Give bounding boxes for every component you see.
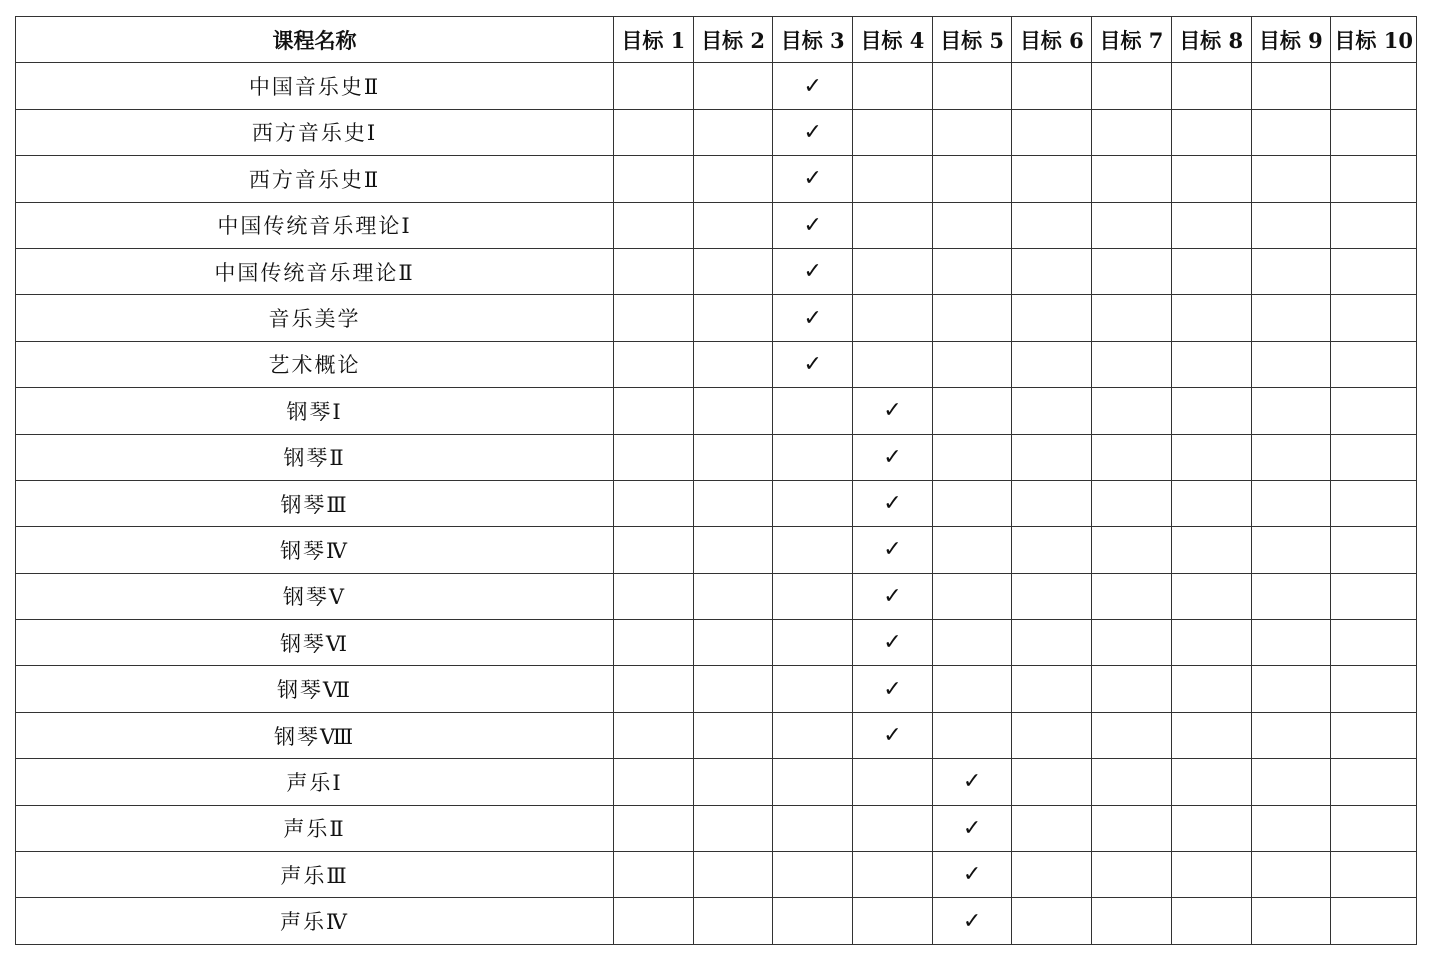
course-name-cell: 中国音乐史Ⅱ [16, 63, 614, 109]
empty-cell [693, 63, 773, 109]
empty-cell [1331, 434, 1417, 480]
empty-cell [1251, 202, 1331, 248]
empty-cell [853, 109, 933, 155]
empty-cell [1171, 156, 1251, 202]
empty-cell [1331, 295, 1417, 341]
empty-cell [614, 805, 694, 851]
check-mark-cell: ✓ [773, 156, 853, 202]
empty-cell [1012, 248, 1092, 294]
empty-cell [1331, 759, 1417, 805]
course-name-header: 课程名称 [16, 17, 614, 63]
table-row [16, 759, 1417, 805]
empty-cell [1092, 805, 1172, 851]
empty-cell [1331, 109, 1417, 155]
goal-header: 目标 2 [693, 17, 773, 63]
check-mark-cell: ✓ [853, 527, 933, 573]
empty-cell [1171, 434, 1251, 480]
empty-cell [1251, 712, 1331, 758]
empty-cell [1171, 295, 1251, 341]
empty-cell [693, 666, 773, 712]
empty-cell [614, 434, 694, 480]
empty-cell [932, 666, 1012, 712]
empty-cell [614, 852, 694, 898]
empty-cell [1331, 573, 1417, 619]
empty-cell [614, 63, 694, 109]
empty-cell [1012, 63, 1092, 109]
empty-cell [614, 248, 694, 294]
empty-cell [773, 805, 853, 851]
empty-cell [853, 341, 933, 387]
course-name-cell: 钢琴Ⅱ [16, 434, 614, 480]
table-row [16, 480, 1417, 526]
empty-cell [1171, 759, 1251, 805]
empty-cell [773, 527, 853, 573]
empty-cell [1092, 156, 1172, 202]
table-row [16, 156, 1417, 202]
empty-cell [693, 712, 773, 758]
empty-cell [932, 712, 1012, 758]
empty-cell [1012, 480, 1092, 526]
empty-cell [693, 898, 773, 944]
empty-cell [693, 620, 773, 666]
empty-cell [1251, 295, 1331, 341]
empty-cell [1171, 712, 1251, 758]
course-name-cell: 西方音乐史Ⅰ [16, 109, 614, 155]
course-name-cell: 钢琴Ⅶ [16, 666, 614, 712]
empty-cell [1331, 480, 1417, 526]
empty-cell [1171, 852, 1251, 898]
table-row [16, 712, 1417, 758]
check-mark-cell: ✓ [853, 666, 933, 712]
empty-cell [1171, 202, 1251, 248]
check-mark-cell: ✓ [773, 109, 853, 155]
empty-cell [1092, 898, 1172, 944]
empty-cell [1092, 202, 1172, 248]
goal-header: 目标 5 [932, 17, 1012, 63]
empty-cell [1012, 202, 1092, 248]
empty-cell [1251, 63, 1331, 109]
header-row [16, 17, 1417, 63]
empty-cell [1331, 527, 1417, 573]
table-row [16, 898, 1417, 944]
empty-cell [773, 434, 853, 480]
empty-cell [1012, 434, 1092, 480]
check-mark-cell: ✓ [773, 63, 853, 109]
empty-cell [1012, 388, 1092, 434]
empty-cell [614, 898, 694, 944]
empty-cell [1171, 898, 1251, 944]
empty-cell [773, 666, 853, 712]
check-mark-cell: ✓ [932, 852, 1012, 898]
goal-header: 目标 10 [1331, 17, 1417, 63]
check-mark-cell: ✓ [853, 712, 933, 758]
table-row [16, 620, 1417, 666]
empty-cell [1251, 759, 1331, 805]
empty-cell [614, 202, 694, 248]
empty-cell [1012, 852, 1092, 898]
empty-cell [1012, 295, 1092, 341]
check-mark-cell: ✓ [773, 202, 853, 248]
empty-cell [1331, 852, 1417, 898]
course-name-cell: 声乐Ⅱ [16, 805, 614, 851]
empty-cell [1092, 620, 1172, 666]
table-row [16, 666, 1417, 712]
empty-cell [1171, 388, 1251, 434]
empty-cell [1331, 156, 1417, 202]
empty-cell [1012, 620, 1092, 666]
empty-cell [693, 434, 773, 480]
empty-cell [693, 156, 773, 202]
course-name-cell: 钢琴Ⅰ [16, 388, 614, 434]
empty-cell [1092, 852, 1172, 898]
check-mark-cell: ✓ [853, 573, 933, 619]
empty-cell [614, 759, 694, 805]
empty-cell [614, 573, 694, 619]
empty-cell [1092, 434, 1172, 480]
empty-cell [693, 388, 773, 434]
empty-cell [1171, 805, 1251, 851]
check-mark-cell: ✓ [853, 434, 933, 480]
empty-cell [1171, 109, 1251, 155]
empty-cell [1092, 480, 1172, 526]
empty-cell [693, 341, 773, 387]
empty-cell [773, 712, 853, 758]
empty-cell [1092, 63, 1172, 109]
matrix-body [16, 63, 1417, 944]
empty-cell [853, 63, 933, 109]
empty-cell [773, 573, 853, 619]
check-mark-cell: ✓ [853, 388, 933, 434]
check-mark-cell: ✓ [932, 898, 1012, 944]
check-mark-cell: ✓ [853, 480, 933, 526]
empty-cell [932, 63, 1012, 109]
empty-cell [614, 109, 694, 155]
empty-cell [1012, 805, 1092, 851]
empty-cell [1331, 898, 1417, 944]
empty-cell [853, 759, 933, 805]
course-name-cell: 钢琴Ⅲ [16, 480, 614, 526]
check-mark-cell: ✓ [853, 620, 933, 666]
goal-header: 目标 7 [1092, 17, 1172, 63]
empty-cell [853, 805, 933, 851]
empty-cell [932, 109, 1012, 155]
empty-cell [1012, 666, 1092, 712]
empty-cell [932, 341, 1012, 387]
empty-cell [693, 573, 773, 619]
empty-cell [853, 248, 933, 294]
table-row [16, 295, 1417, 341]
empty-cell [614, 527, 694, 573]
table-row [16, 573, 1417, 619]
course-name-cell: 声乐Ⅰ [16, 759, 614, 805]
empty-cell [853, 156, 933, 202]
goal-header: 目标 3 [773, 17, 853, 63]
table-row [16, 527, 1417, 573]
goal-header: 目标 8 [1171, 17, 1251, 63]
course-name-cell: 钢琴Ⅷ [16, 712, 614, 758]
empty-cell [1251, 434, 1331, 480]
empty-cell [693, 109, 773, 155]
goal-header: 目标 1 [614, 17, 694, 63]
empty-cell [932, 156, 1012, 202]
empty-cell [1331, 202, 1417, 248]
empty-cell [1331, 666, 1417, 712]
table-row [16, 341, 1417, 387]
empty-cell [1331, 63, 1417, 109]
empty-cell [773, 852, 853, 898]
empty-cell [1012, 527, 1092, 573]
empty-cell [614, 480, 694, 526]
table-row [16, 852, 1417, 898]
empty-cell [932, 248, 1012, 294]
course-name-cell: 中国传统音乐理论Ⅰ [16, 202, 614, 248]
empty-cell [693, 759, 773, 805]
goal-header: 目标 6 [1012, 17, 1092, 63]
empty-cell [614, 620, 694, 666]
check-mark-cell: ✓ [773, 341, 853, 387]
empty-cell [1092, 388, 1172, 434]
empty-cell [853, 202, 933, 248]
empty-cell [614, 712, 694, 758]
course-name-cell: 音乐美学 [16, 295, 614, 341]
check-mark-cell: ✓ [773, 295, 853, 341]
empty-cell [1251, 852, 1331, 898]
course-name-cell: 钢琴Ⅳ [16, 527, 614, 573]
empty-cell [693, 480, 773, 526]
empty-cell [614, 388, 694, 434]
empty-cell [773, 388, 853, 434]
empty-cell [1251, 480, 1331, 526]
empty-cell [1092, 527, 1172, 573]
empty-cell [693, 805, 773, 851]
empty-cell [1092, 666, 1172, 712]
table-row [16, 805, 1417, 851]
empty-cell [1171, 480, 1251, 526]
table-row [16, 388, 1417, 434]
empty-cell [693, 527, 773, 573]
empty-cell [1251, 666, 1331, 712]
course-name-cell: 钢琴Ⅴ [16, 573, 614, 619]
empty-cell [693, 202, 773, 248]
empty-cell [932, 295, 1012, 341]
empty-cell [1251, 341, 1331, 387]
empty-cell [1012, 573, 1092, 619]
empty-cell [1331, 712, 1417, 758]
empty-cell [1331, 341, 1417, 387]
empty-cell [614, 341, 694, 387]
empty-cell [932, 527, 1012, 573]
check-mark-cell: ✓ [932, 805, 1012, 851]
empty-cell [932, 573, 1012, 619]
course-name-cell: 声乐Ⅳ [16, 898, 614, 944]
empty-cell [1092, 248, 1172, 294]
table-row [16, 63, 1417, 109]
course-name-cell: 艺术概论 [16, 341, 614, 387]
empty-cell [932, 434, 1012, 480]
empty-cell [1012, 712, 1092, 758]
course-name-cell: 钢琴Ⅵ [16, 620, 614, 666]
empty-cell [1251, 109, 1331, 155]
empty-cell [1331, 388, 1417, 434]
empty-cell [1092, 759, 1172, 805]
empty-cell [773, 898, 853, 944]
empty-cell [1171, 666, 1251, 712]
empty-cell [853, 898, 933, 944]
empty-cell [693, 295, 773, 341]
empty-cell [614, 666, 694, 712]
empty-cell [1251, 620, 1331, 666]
empty-cell [1251, 805, 1331, 851]
course-name-cell: 声乐Ⅲ [16, 852, 614, 898]
empty-cell [773, 620, 853, 666]
empty-cell [1251, 388, 1331, 434]
empty-cell [1092, 295, 1172, 341]
check-mark-cell: ✓ [773, 248, 853, 294]
empty-cell [614, 295, 694, 341]
empty-cell [1251, 898, 1331, 944]
empty-cell [693, 852, 773, 898]
goal-header: 目标 9 [1251, 17, 1331, 63]
empty-cell [1251, 248, 1331, 294]
empty-cell [1331, 805, 1417, 851]
table-row [16, 109, 1417, 155]
table-row [16, 434, 1417, 480]
empty-cell [932, 202, 1012, 248]
empty-cell [932, 620, 1012, 666]
empty-cell [1171, 527, 1251, 573]
empty-cell [614, 156, 694, 202]
empty-cell [1012, 759, 1092, 805]
course-goal-matrix [15, 16, 1417, 945]
empty-cell [1012, 898, 1092, 944]
check-mark-cell: ✓ [932, 759, 1012, 805]
empty-cell [932, 480, 1012, 526]
empty-cell [1171, 248, 1251, 294]
empty-cell [1331, 248, 1417, 294]
empty-cell [1331, 620, 1417, 666]
course-name-cell: 中国传统音乐理论Ⅱ [16, 248, 614, 294]
empty-cell [1012, 109, 1092, 155]
empty-cell [853, 852, 933, 898]
empty-cell [1171, 620, 1251, 666]
empty-cell [773, 480, 853, 526]
empty-cell [1251, 156, 1331, 202]
empty-cell [1092, 341, 1172, 387]
empty-cell [1092, 573, 1172, 619]
empty-cell [1092, 109, 1172, 155]
table-row [16, 202, 1417, 248]
empty-cell [1092, 712, 1172, 758]
empty-cell [693, 248, 773, 294]
empty-cell [773, 759, 853, 805]
empty-cell [1012, 156, 1092, 202]
empty-cell [1171, 573, 1251, 619]
course-name-cell: 西方音乐史Ⅱ [16, 156, 614, 202]
goal-header: 目标 4 [853, 17, 933, 63]
empty-cell [1012, 341, 1092, 387]
table-row [16, 248, 1417, 294]
empty-cell [1171, 63, 1251, 109]
empty-cell [1251, 527, 1331, 573]
empty-cell [853, 295, 933, 341]
empty-cell [932, 388, 1012, 434]
empty-cell [1251, 573, 1331, 619]
empty-cell [1171, 341, 1251, 387]
